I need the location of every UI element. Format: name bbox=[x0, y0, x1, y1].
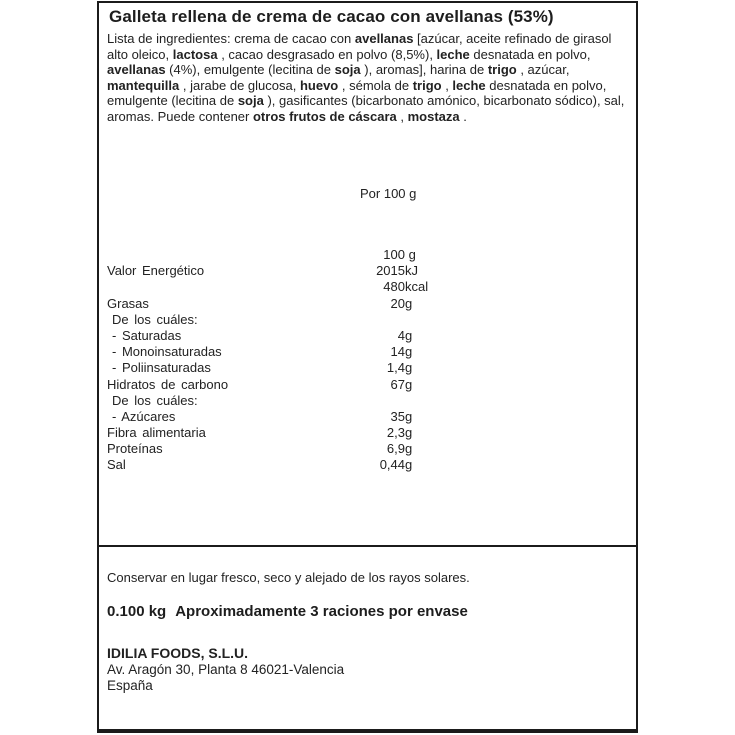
manufacturer-country: España bbox=[107, 678, 153, 693]
nutrient-value: 100 g bbox=[383, 247, 416, 262]
product-title: Galleta rellena de crema de cacao con avellanas (53%) bbox=[109, 7, 554, 26]
nutrient-value bbox=[339, 393, 405, 409]
nutrition-row bbox=[99, 263, 636, 279]
nutrient-value: 2015kJ bbox=[376, 263, 418, 279]
nutrition-row bbox=[99, 377, 636, 393]
nutrient-label: - Saturadas bbox=[112, 327, 182, 343]
nutrient-label: De los cuáles: bbox=[112, 392, 198, 408]
nutrient-label: Hidratos de carbono bbox=[107, 376, 229, 392]
nutrient-label: Proteínas bbox=[107, 441, 163, 457]
nutrient-label: Fibra alimentaria bbox=[107, 425, 206, 441]
nutrient-value: 480kcal bbox=[383, 279, 429, 295]
nutrition-row bbox=[99, 393, 636, 409]
nutrient-value bbox=[339, 312, 405, 328]
nutrient-value: 0,44g bbox=[379, 457, 413, 473]
nutrient-label: - Azúcares bbox=[112, 408, 176, 424]
nutrient-value: 4g bbox=[397, 327, 413, 343]
nutrient-value: 20g bbox=[390, 295, 413, 311]
nutrient-label: - Monoinsaturadas bbox=[112, 344, 222, 360]
nutrition-row bbox=[99, 457, 636, 473]
nutrient-label: - Poliinsaturadas bbox=[112, 360, 211, 376]
nutrition-row bbox=[99, 344, 636, 360]
product-label bbox=[97, 1, 638, 733]
nutrient-label: De los cuáles: bbox=[112, 311, 198, 327]
nutrition-row bbox=[99, 409, 636, 425]
nutrition-row bbox=[99, 360, 636, 376]
nutrient-label bbox=[99, 279, 339, 295]
nutrition-table bbox=[99, 247, 636, 474]
manufacturer-name: IDILIA FOODS, S.L.U. bbox=[107, 645, 249, 661]
section-divider bbox=[99, 545, 636, 547]
nutrient-value: 6,9g bbox=[386, 441, 413, 457]
ingredients-text: Lista de ingredientes: crema de cacao con avellanas [azúcar, aceite refinado de girasol alto oleico, lactosa , cacao desgrasado en polvo (8,5%), leche desnatada en polvo, avellanas (4%), emulgente (lecitina de soja ), aromas], harina de trigo , azúcar, mantequilla , jarabe de glucosa, huevo , sémola de trigo , leche desnatada en polvo, emulgente (lecitina de soja ), gasificantes (bicarbonato amónico, bicarbonato sódico), sal, aromas. Puede contener otros frutos de cáscara , mostaza . bbox=[107, 31, 625, 124]
nutrient-value: 35g bbox=[390, 408, 413, 424]
nutrition-row bbox=[99, 441, 636, 457]
nutrition-row bbox=[99, 312, 636, 328]
nutrient-label: Valor Energético bbox=[107, 263, 205, 279]
nutrition-row bbox=[99, 425, 636, 441]
nutrient-value: 2,3g bbox=[386, 425, 413, 441]
nutrition-row bbox=[99, 279, 636, 295]
net-weight-line bbox=[107, 602, 468, 621]
storage-note: Conservar en lugar fresco, seco y alejado de los rayos solares. bbox=[107, 570, 470, 585]
nutrient-value: 67g bbox=[390, 376, 413, 392]
nutrient-label: Sal bbox=[107, 457, 126, 473]
nutrient-value: 14g bbox=[390, 344, 413, 360]
nutrition-column-header: Por 100 g bbox=[360, 186, 417, 201]
manufacturer-address: Av. Aragón 30, Planta 8 46021-Valencia bbox=[107, 661, 345, 677]
nutrient-value: 1,4g bbox=[386, 360, 413, 376]
nutrient-label bbox=[99, 247, 339, 263]
manufacturer-block bbox=[107, 645, 344, 695]
nutrition-row bbox=[99, 247, 636, 263]
nutrition-row bbox=[99, 328, 636, 344]
servings-note: Aproximadamente 3 raciones por envase bbox=[175, 603, 468, 620]
net-weight: 0.100 kg bbox=[107, 603, 167, 620]
nutrition-row bbox=[99, 296, 636, 312]
nutrient-label: Grasas bbox=[107, 295, 149, 311]
